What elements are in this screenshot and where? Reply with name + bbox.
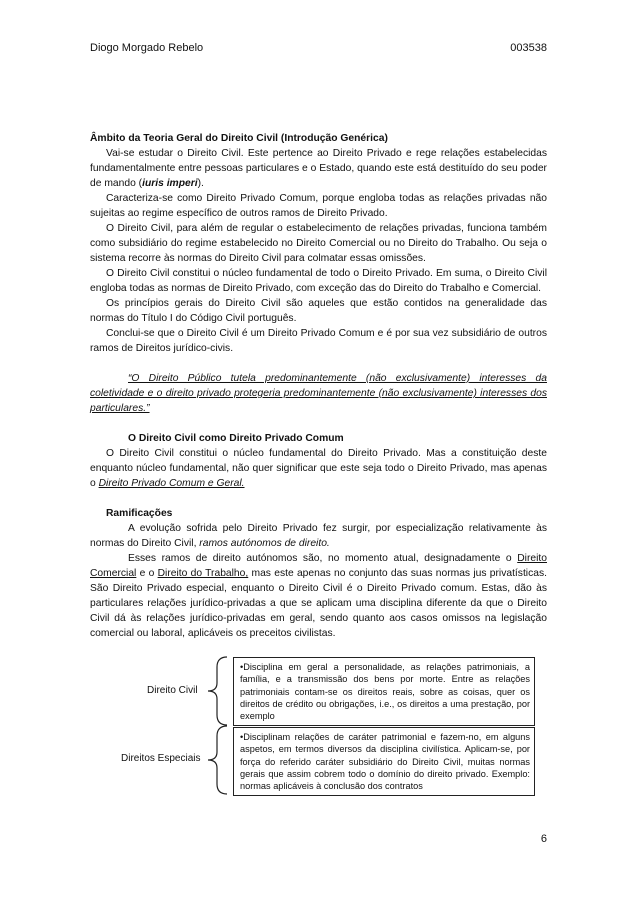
- emphasis-iuris-imperi: iuris imperi: [142, 178, 198, 189]
- emphasis-direito-privado-comum: Direito Privado Comum e Geral.: [98, 478, 245, 489]
- text: mas este apenas no conjunto das suas normas jus privatísticas. São Direito Privado especial, enquanto o Direito Civil é o Direito Privado comum. Estas, dão às particulares relações jurídico-privadas a que se aplicam uma disciplina diferente da que o Direito Civil dá às relações jurídico-privadas em geral, sendo quanto aos casos omissos na legislação comercial ou laboral, aplicáveis os preceitos civilistas.: [90, 568, 547, 639]
- paragraph: [90, 446, 547, 491]
- underline-direito-trabalho: Direito do Trabalho,: [157, 568, 249, 579]
- emphasis-ramos-autonomos: ramos autónomos de direito.: [199, 538, 330, 549]
- diagram-box-direito-civil: •Disciplina em geral a personalidade, as relações patrimoniais, a família, e a transmissão dos bens por morte. Entre as relações patrimoniais contam-se os direitos reais, sobre as coisas, quer os direitos de crédito ou obrigações, i.e., os direitos a uma prestação, por exemplo: [233, 657, 535, 726]
- document-body: [90, 131, 547, 641]
- paragraph: [90, 146, 547, 191]
- text: O Direito Civil constitui o núcleo fundamental do Direito Privado. Mas a constituição deste enquanto núcleo fundamental, não quer significar que este seja todo o Direito Privado, mas apenas o: [90, 448, 547, 489]
- underline-direito-comercial: Direito Comercial: [90, 553, 547, 579]
- paragraph: [90, 551, 547, 641]
- paragraph: [90, 521, 547, 551]
- header-author: Diogo Morgado Rebelo: [90, 42, 204, 54]
- paragraph: Os princípios gerais do Direito Civil são aqueles que estão contidos na generalidade das normas do Título I do Código Civil português.: [90, 298, 547, 324]
- section-title-direito-civil-comum: O Direito Civil como Direito Privado Comum: [128, 433, 344, 444]
- diagram-label-direito-civil: Direito Civil: [147, 685, 198, 696]
- text: ).: [197, 178, 204, 189]
- quote: [90, 371, 547, 416]
- paragraph: Caracteriza-se como Direito Privado Comum, porque engloba todas as relações privadas não sujeitas ao regime específico de outros ramos de Direito Privado.: [90, 193, 547, 219]
- text: Esses ramos de direito autónomos são, no momento atual, designadamente o: [128, 553, 518, 564]
- paragraph: Conclui-se que o Direito Civil é um Direito Privado Comum e é por sua vez subsidiário de outros ramos de Direitos jurídico-civis.: [90, 328, 547, 354]
- ramificacoes-diagram: [90, 652, 547, 802]
- left-brace-icon: [200, 655, 230, 727]
- quote-text: “O Direito Público tutela predominantemente (não exclusivamente) interesses da coletividade e o direito privado protegeria predominantemente (não exclusivamente) interesses dos particulares.”: [90, 373, 547, 414]
- text: Vai-se estudar o Direito Civil. Este pertence ao Direito Privado e rege relações estabelecidas fundamentalmente entre pessoas particulares e o Estado, quando este está destituído do seu poder de mando (: [90, 148, 547, 189]
- diagram-label-direitos-especiais: Direitos Especiais: [121, 753, 201, 764]
- header-number: 003538: [510, 42, 547, 54]
- text: A evolução sofrida pelo Direito Privado fez surgir, por especialização relativamente às normas do Direito Civil,: [90, 523, 547, 549]
- section-title-ramificacoes: Ramificações: [106, 508, 173, 519]
- left-brace-icon: [200, 724, 230, 796]
- paragraph: O Direito Civil, para além de regular o estabelecimento de relações privadas, funciona também como subsidiário do regime estabelecido no Direito Comercial ou no Direito do Trabalho. Ou seja o sistema recorre às normas do Direito Civil para colmatar essas omissões.: [90, 223, 547, 264]
- paragraph: O Direito Civil constitui o núcleo fundamental de todo o Direito Privado. Em suma, o Direito Civil engloba todas as normas de Direito Privado, com exceção das do Direito do Trabalho e Comercial.: [90, 268, 547, 294]
- diagram-box-direitos-especiais: •Disciplinam relações de caráter patrimonial e fazem-no, em alguns aspetos, em termos diversos da disciplina civilística. Aplicam-se, por força do referido caráter subsidiário do Direito Civil, muitas normas gerais que assim cobrem todo o domínio do direito privado. Exemplo: normas aplicáveis à conclusão dos contratos: [233, 727, 535, 796]
- section-title-ambito: Âmbito da Teoria Geral do Direito Civil (Introdução Genérica): [90, 133, 388, 144]
- text: e o: [136, 568, 158, 579]
- page-number: 6: [540, 833, 547, 845]
